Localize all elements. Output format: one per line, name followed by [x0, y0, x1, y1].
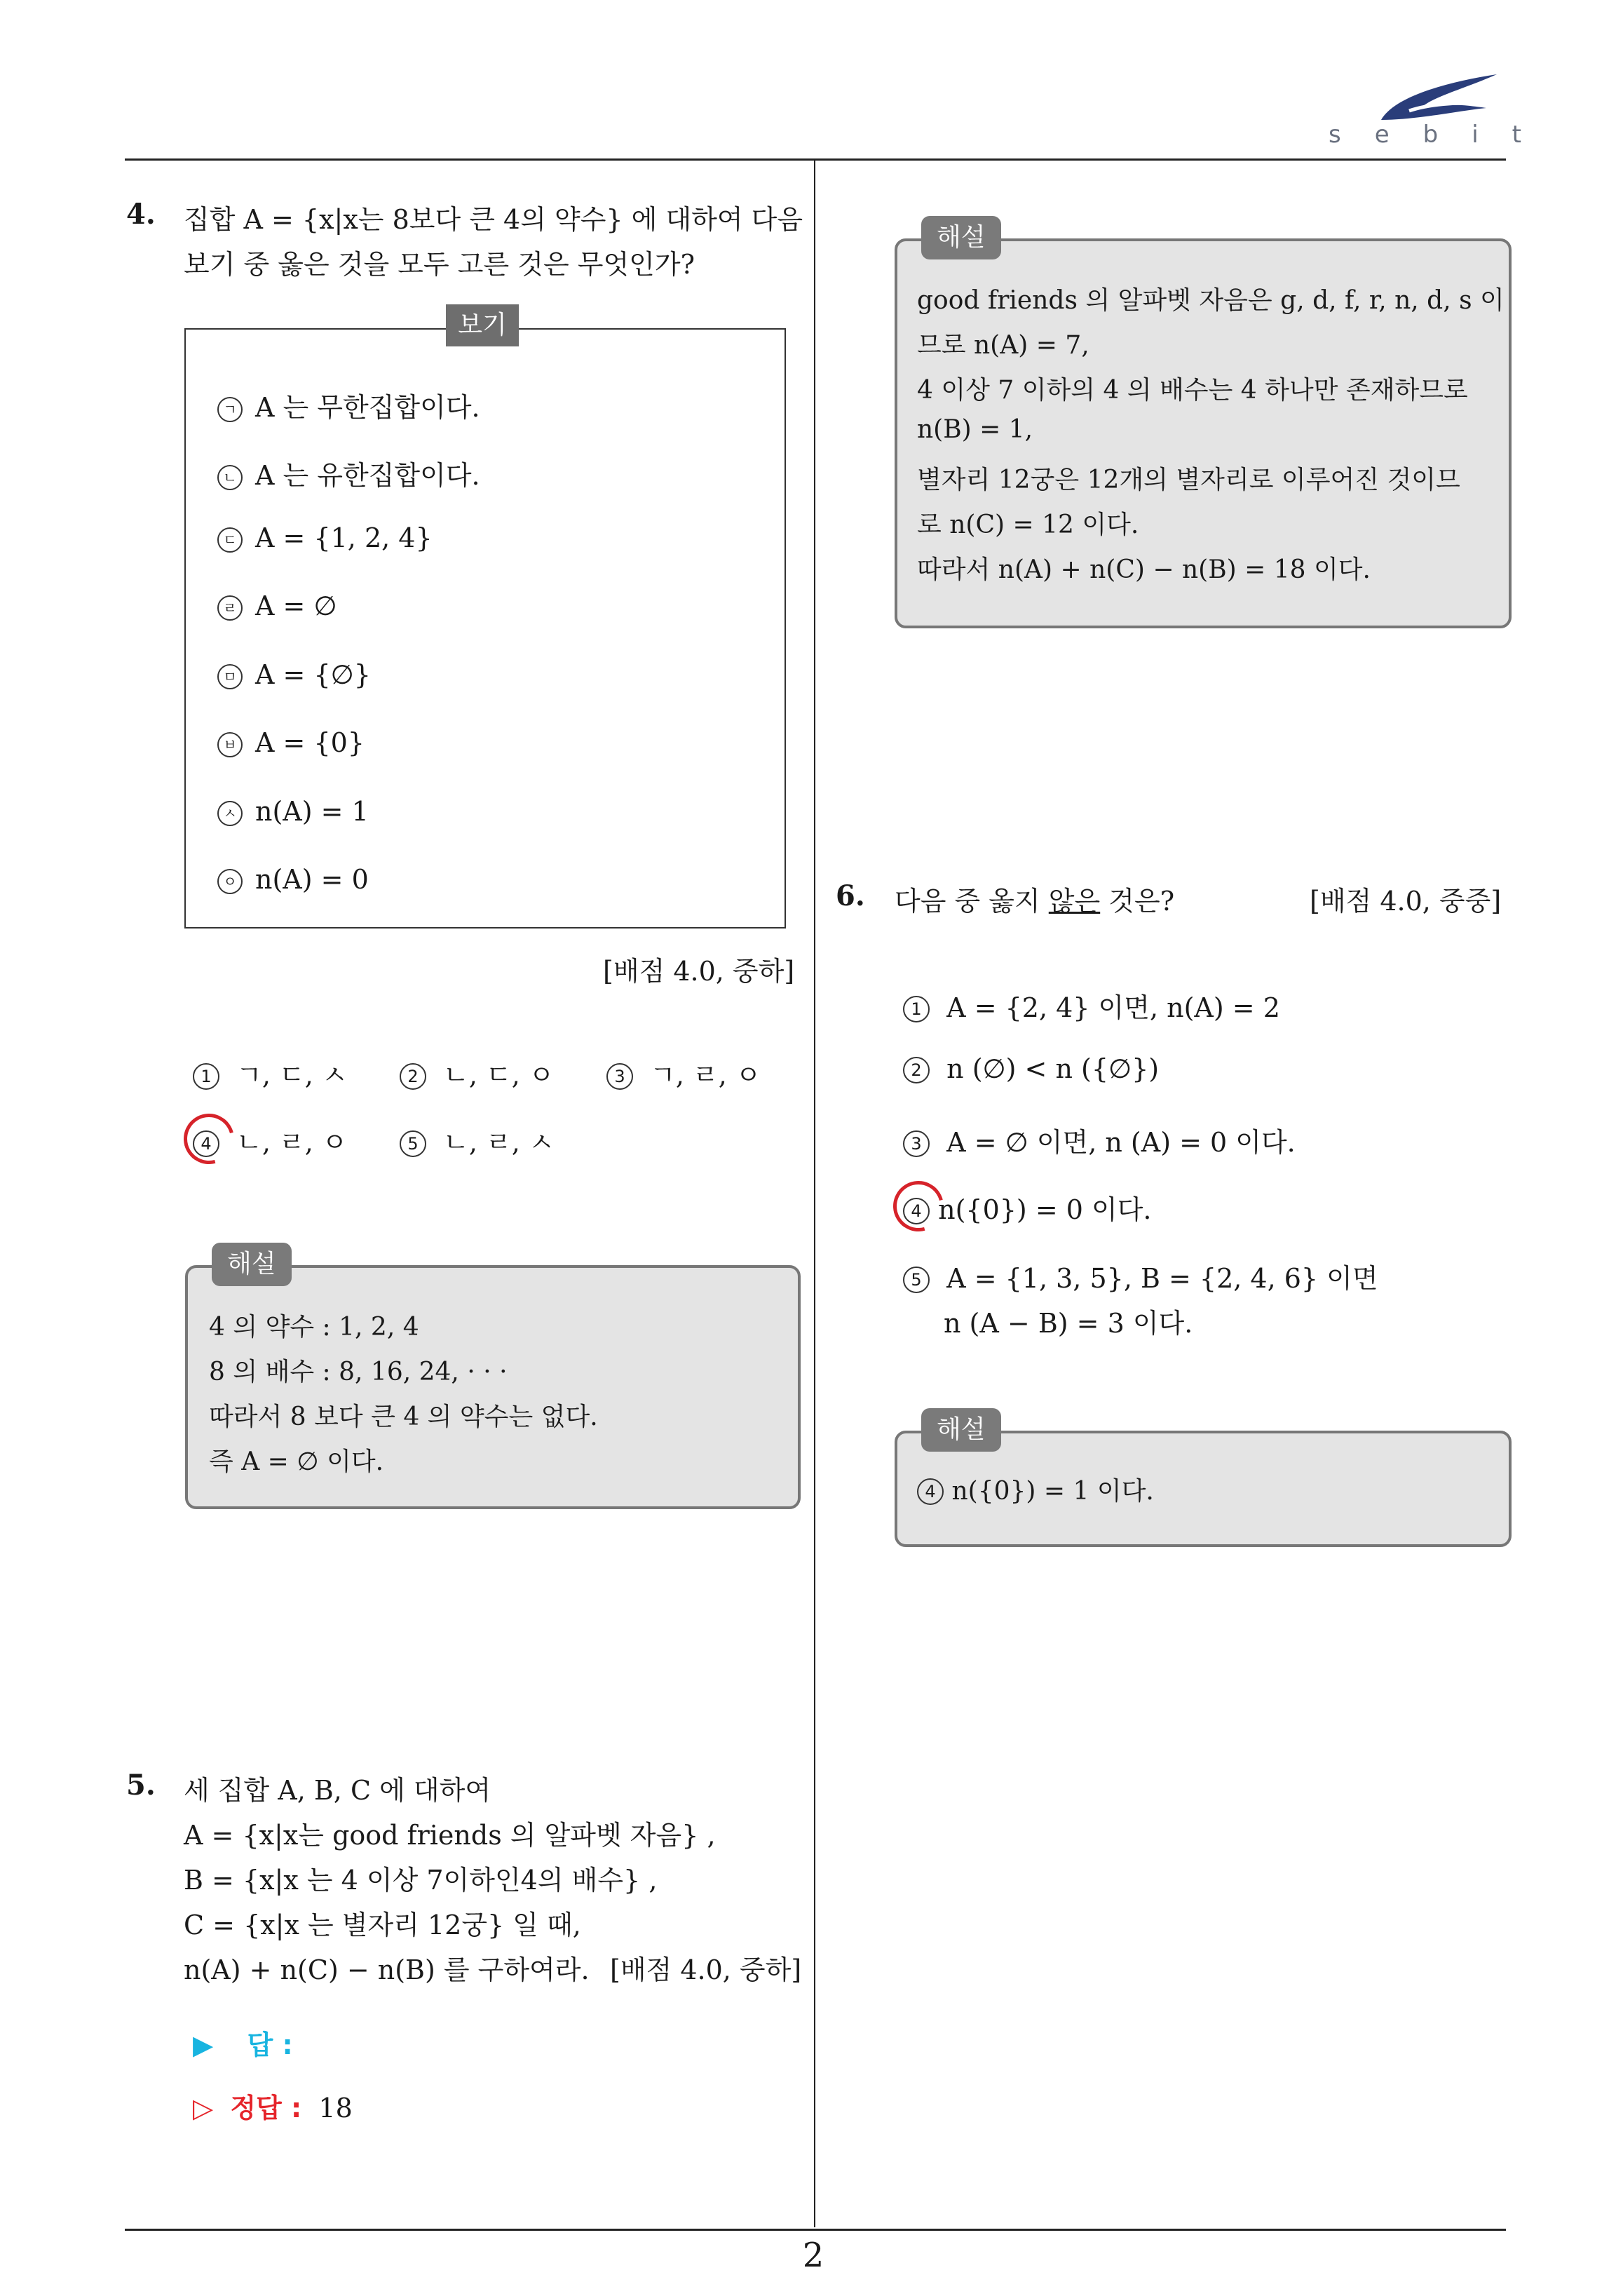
q4-boggi-item: ㅅ n(A) = 1 — [217, 796, 369, 827]
header-rule — [125, 158, 1506, 161]
q5-score: [배점 4.0, 중하] — [610, 1954, 802, 1985]
q6-haeseol-line: 4 n({0}) = 1 이다. — [917, 1471, 1154, 1507]
q5-haeseol-line: 별자리 12궁은 12개의 별자리로 이루어진 것이므 — [917, 466, 1460, 494]
q6-haeseol-label: 해설 — [921, 1408, 1001, 1452]
q4-boggi-item: ㅂ A = {0} — [217, 727, 365, 758]
q4-boggi-item: ㄱ A 는 무한집합이다. — [217, 386, 480, 424]
q5-haeseol-line: 4 이상 7 이하의 4 의 배수는 4 하나만 존재하므로 — [917, 376, 1468, 405]
q4-choice-4[interactable]: 4 ㄴ, ㄹ, ㅇ — [193, 1121, 348, 1159]
q5-correct-row: ▷ 정답 : 18 — [193, 2093, 353, 2123]
q4-boggi-item: ㄴ A 는 유한집합이다. — [217, 454, 480, 492]
q5-haeseol-label: 해설 — [921, 216, 1001, 259]
q5-line: 세 집합 A, B, C 에 대하여 — [184, 1775, 491, 1806]
q5-line: C = {x|x 는 별자리 12궁} 일 때, — [184, 1910, 581, 1940]
q4-boggi-item: ㄷ A = {1, 2, 4} — [217, 522, 433, 553]
sebit-logo-text: sebit — [1329, 121, 1555, 149]
q6-text: 다음 중 옳지 않은 것은? — [895, 886, 1175, 917]
q4-choice-5[interactable]: 5 ㄴ, ㄹ, ㅅ — [400, 1121, 555, 1159]
correct-arrow-icon: ▷ — [193, 2093, 214, 2123]
q4-choice-2[interactable]: 2 ㄴ, ㄷ, ㅇ — [400, 1053, 555, 1092]
q5-haeseol-line: 로 n(C) = 12 이다. — [917, 511, 1139, 539]
q5-haeseol-line: 므로 n(A) = 7, — [917, 331, 1089, 360]
column-divider — [814, 158, 815, 2227]
q6-score: [배점 4.0, 중중] — [1310, 886, 1502, 917]
q4-text-line1: 집합 A = {x|x는 8보다 큰 4의 약수} 에 대하여 다음 — [184, 204, 803, 235]
q4-choice-1[interactable]: 1 ㄱ, ㄷ, ㅅ — [193, 1053, 348, 1092]
q5-haeseol-line: n(B) = 1, — [917, 415, 1033, 444]
q4-choice-3[interactable]: 3 ㄱ, ㄹ, ㅇ — [606, 1053, 761, 1092]
q4-haeseol-line: 8 의 배수 : 8, 16, 24, · · · — [209, 1358, 508, 1386]
answer-arrow-icon: ▶ — [193, 2030, 214, 2060]
q4-haeseol-label: 해설 — [212, 1243, 292, 1286]
q5-line: B = {x|x 는 4 이상 7이하인4의 배수} , — [184, 1865, 658, 1896]
footer-rule — [125, 2229, 1506, 2231]
q5-line: A = {x|x는 good friends 의 알파벳 자음} , — [184, 1820, 716, 1851]
page-number: 2 — [802, 2236, 824, 2275]
q5-line: n(A) + n(C) − n(B) 를 구하여라. — [184, 1954, 590, 1985]
q4-boggi-item: ㄹ A = ∅ — [217, 590, 337, 621]
q4-number: 4. — [126, 198, 156, 231]
q6-choice-4[interactable]: 4 n({0}) = 0 이다. — [903, 1188, 1152, 1227]
q6-choice-2[interactable]: 2 n (∅) < n ({∅}) — [903, 1053, 1159, 1084]
q5-haeseol-line: good friends 의 알파벳 자음은 g, d, f, r, n, d, s 이 — [917, 286, 1505, 315]
q6-answer-mark-icon — [884, 1172, 953, 1241]
q4-boggi-item: ㅇ n(A) = 0 — [217, 864, 369, 895]
q4-haeseol-line: 즉 A = ∅ 이다. — [209, 1447, 384, 1476]
q6-choice-1[interactable]: 1 A = {2, 4} 이면, n(A) = 2 — [903, 986, 1280, 1025]
q6-choice-3[interactable]: 3 A = ∅ 이면, n (A) = 0 이다. — [903, 1121, 1296, 1159]
q5-answer-row[interactable]: ▶ 답 : — [193, 2030, 293, 2060]
q4-answer-mark-icon — [175, 1105, 243, 1173]
q4-haeseol-line: 따라서 8 보다 큰 4 의 약수는 없다. — [209, 1403, 598, 1431]
q5-number: 5. — [126, 1769, 156, 1802]
q4-boggi-item: ㅁ A = {∅} — [217, 659, 371, 690]
q6-number: 6. — [836, 879, 865, 912]
q4-text-line2: 보기 중 옳은 것을 모두 고른 것은 무엇인가? — [184, 249, 695, 280]
q6-choice-5-line2: n (A − B) = 3 이다. — [944, 1308, 1193, 1339]
q4-boggi-label: 보기 — [446, 304, 519, 346]
q5-haeseol-line: 따라서 n(A) + n(C) − n(B) = 18 이다. — [917, 555, 1371, 584]
q6-choice-5[interactable]: 5 A = {1, 3, 5}, B = {2, 4, 6} 이면 — [903, 1257, 1378, 1295]
q4-score: [배점 4.0, 중하] — [603, 956, 795, 987]
q4-haeseol-line: 4 의 약수 : 1, 2, 4 — [209, 1313, 419, 1342]
